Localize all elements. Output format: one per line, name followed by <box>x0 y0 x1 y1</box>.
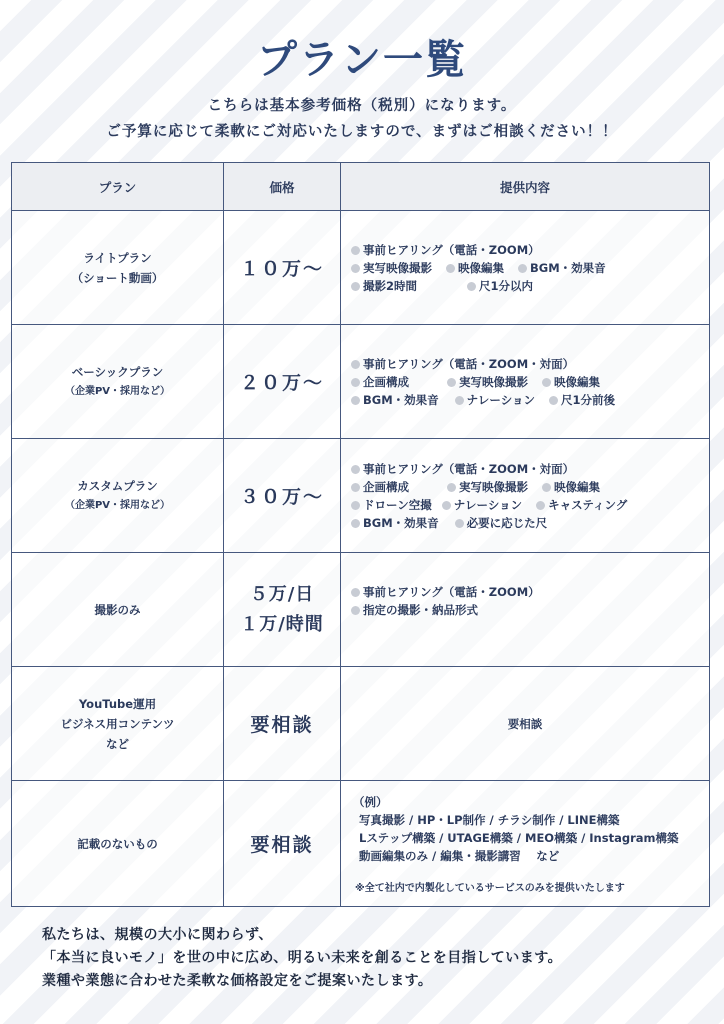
content-item: ドローン空撮 <box>363 497 432 512</box>
content-item: BGM・効果音 <box>363 515 439 530</box>
bullet-icon <box>351 519 360 528</box>
table-header-row <box>12 163 710 211</box>
header-content: 提供内容 <box>341 163 710 211</box>
content-item: 写真撮影 / HP・LP制作 / チラシ制作 / LINE構築 <box>359 813 620 827</box>
bullet-icon <box>351 360 360 369</box>
table-row-shooting-only <box>12 553 710 667</box>
plan-sub: （ショート動画） <box>71 270 164 285</box>
content-item: ナレーション <box>453 497 523 512</box>
bullet-icon <box>351 246 360 255</box>
footer-message <box>42 924 704 993</box>
bullet-icon <box>542 378 551 387</box>
price-cell <box>224 211 341 325</box>
bullet-icon <box>351 588 360 597</box>
bullet-icon <box>447 378 456 387</box>
content-item: （例） <box>353 795 388 809</box>
content-item: 実写映像撮影 <box>459 374 528 389</box>
footer-line: 業種や業態に合わせた柔軟な価格設定をご提案いたします。 <box>42 973 433 989</box>
content-cell <box>341 553 710 667</box>
bullet-icon <box>351 606 360 615</box>
plan-name: ベーシックプラン <box>71 364 164 379</box>
bullet-icon <box>351 396 360 405</box>
plan-sub: （企業PV・採用など） <box>64 385 171 397</box>
content-item: 映像編集 <box>554 374 600 389</box>
content-cell <box>341 211 710 325</box>
footer-line: 私たちは、規模の大小に関わらず、 <box>42 927 273 943</box>
content-item: 映像編集 <box>458 260 504 275</box>
plan-sub: ビジネス用コンテンツ <box>60 716 175 731</box>
content-item: BGM・効果音 <box>363 392 439 407</box>
bullet-icon <box>542 483 551 492</box>
content-item: 必要に応じた尺 <box>466 515 548 530</box>
table-row-basic-plan <box>12 325 710 439</box>
bullet-icon <box>549 396 558 405</box>
bullet-icon <box>351 465 360 474</box>
content-item: 要相談 <box>507 716 543 731</box>
content-item: 撮影2時間 <box>363 278 418 293</box>
plan-name-cell <box>12 439 224 553</box>
plan-sub: など <box>106 736 129 751</box>
content-cell <box>341 325 710 439</box>
bullet-icon <box>518 264 527 273</box>
table-row-light-plan <box>12 211 710 325</box>
plan-name: ライトプラン <box>83 250 152 265</box>
content-cell <box>341 439 710 553</box>
price-cell <box>224 667 341 781</box>
plan-name-cell <box>12 781 224 907</box>
price-per-hour: １万/時間 <box>240 613 324 635</box>
bullet-icon <box>351 501 360 510</box>
content-item: 実写映像撮影 <box>363 260 432 275</box>
price: 要相談 <box>250 834 314 856</box>
content-cell <box>341 781 710 907</box>
bullet-icon <box>351 483 360 492</box>
price-cell <box>224 553 341 667</box>
content-item: 映像編集 <box>554 479 600 494</box>
header-plan: プラン <box>12 163 224 211</box>
content-item: 事前ヒアリング（電話・ZOOM） <box>363 585 540 599</box>
bullet-icon <box>351 264 360 273</box>
bullet-icon <box>455 519 464 528</box>
content-item: 実写映像撮影 <box>459 479 528 494</box>
content-item: 動画編集のみ / 編集・撮影講習 など <box>359 849 560 863</box>
bullet-icon <box>455 396 464 405</box>
bullet-icon <box>446 264 455 273</box>
price-cell <box>224 439 341 553</box>
bullet-icon <box>536 501 545 510</box>
table-row-youtube <box>12 667 710 781</box>
plan-sub: （企業PV・採用など） <box>64 499 171 511</box>
plan-name-cell <box>12 325 224 439</box>
bullet-icon <box>351 378 360 387</box>
content-item: キャスティング <box>548 497 628 512</box>
plan-name: カスタムプラン <box>77 478 158 493</box>
content-item: 尺1分前後 <box>560 392 615 407</box>
content-item: 企画構成 <box>363 479 409 494</box>
bullet-icon <box>467 282 476 291</box>
service-note: ※全て社内で内製化しているサービスのみを提供いたします <box>355 883 625 894</box>
content-cell <box>341 667 710 781</box>
plan-name-cell <box>12 211 224 325</box>
table-row-custom-plan <box>12 439 710 553</box>
plan-name-cell <box>12 667 224 781</box>
plan-name: 記載のないもの <box>77 836 158 851</box>
plan-name-cell <box>12 553 224 667</box>
subtitle-tax-note: こちらは基本参考価格（税別）になります。 <box>207 98 517 114</box>
bullet-icon <box>447 483 456 492</box>
price: 要相談 <box>250 714 314 736</box>
price-cell <box>224 325 341 439</box>
price-cell <box>224 781 341 907</box>
price: ２０万〜 <box>239 372 324 394</box>
price: ３０万〜 <box>239 486 324 508</box>
content-item: 企画構成 <box>363 374 409 389</box>
footer-line: 「本当に良いモノ」を世の中に広め、明るい未来を創ることを目指しています。 <box>42 950 563 966</box>
content-item: 事前ヒアリング（電話・ZOOM） <box>363 242 540 257</box>
header-price: 価格 <box>224 163 341 211</box>
content-item: 尺1分以内 <box>479 278 534 293</box>
plan-name: 撮影のみ <box>94 602 141 617</box>
bullet-icon <box>442 501 451 510</box>
plan-table <box>11 162 710 907</box>
content-item: 指定の撮影・納品形式 <box>363 603 478 617</box>
plan-name: YouTube運用 <box>78 696 157 711</box>
content-item: 事前ヒアリング（電話・ZOOM・対面） <box>363 356 575 371</box>
price-per-day: ５万/日 <box>249 583 315 605</box>
content-item: ナレーション <box>466 392 535 407</box>
subtitle-consult-note: ご予算に応じて柔軟にご対応いたしますので、まずはご相談ください！！ <box>106 124 618 140</box>
bullet-icon <box>351 282 360 291</box>
content-item: Lステップ構築 / UTAGE構築 / MEO構築 / Instagram構築 <box>359 831 679 845</box>
price: １０万〜 <box>239 258 324 280</box>
page-title: プラン一覧 <box>257 37 467 83</box>
table-row-other <box>12 781 710 907</box>
content-item: 事前ヒアリング（電話・ZOOM・対面） <box>363 461 575 476</box>
content-item: BGM・効果音 <box>530 260 606 275</box>
